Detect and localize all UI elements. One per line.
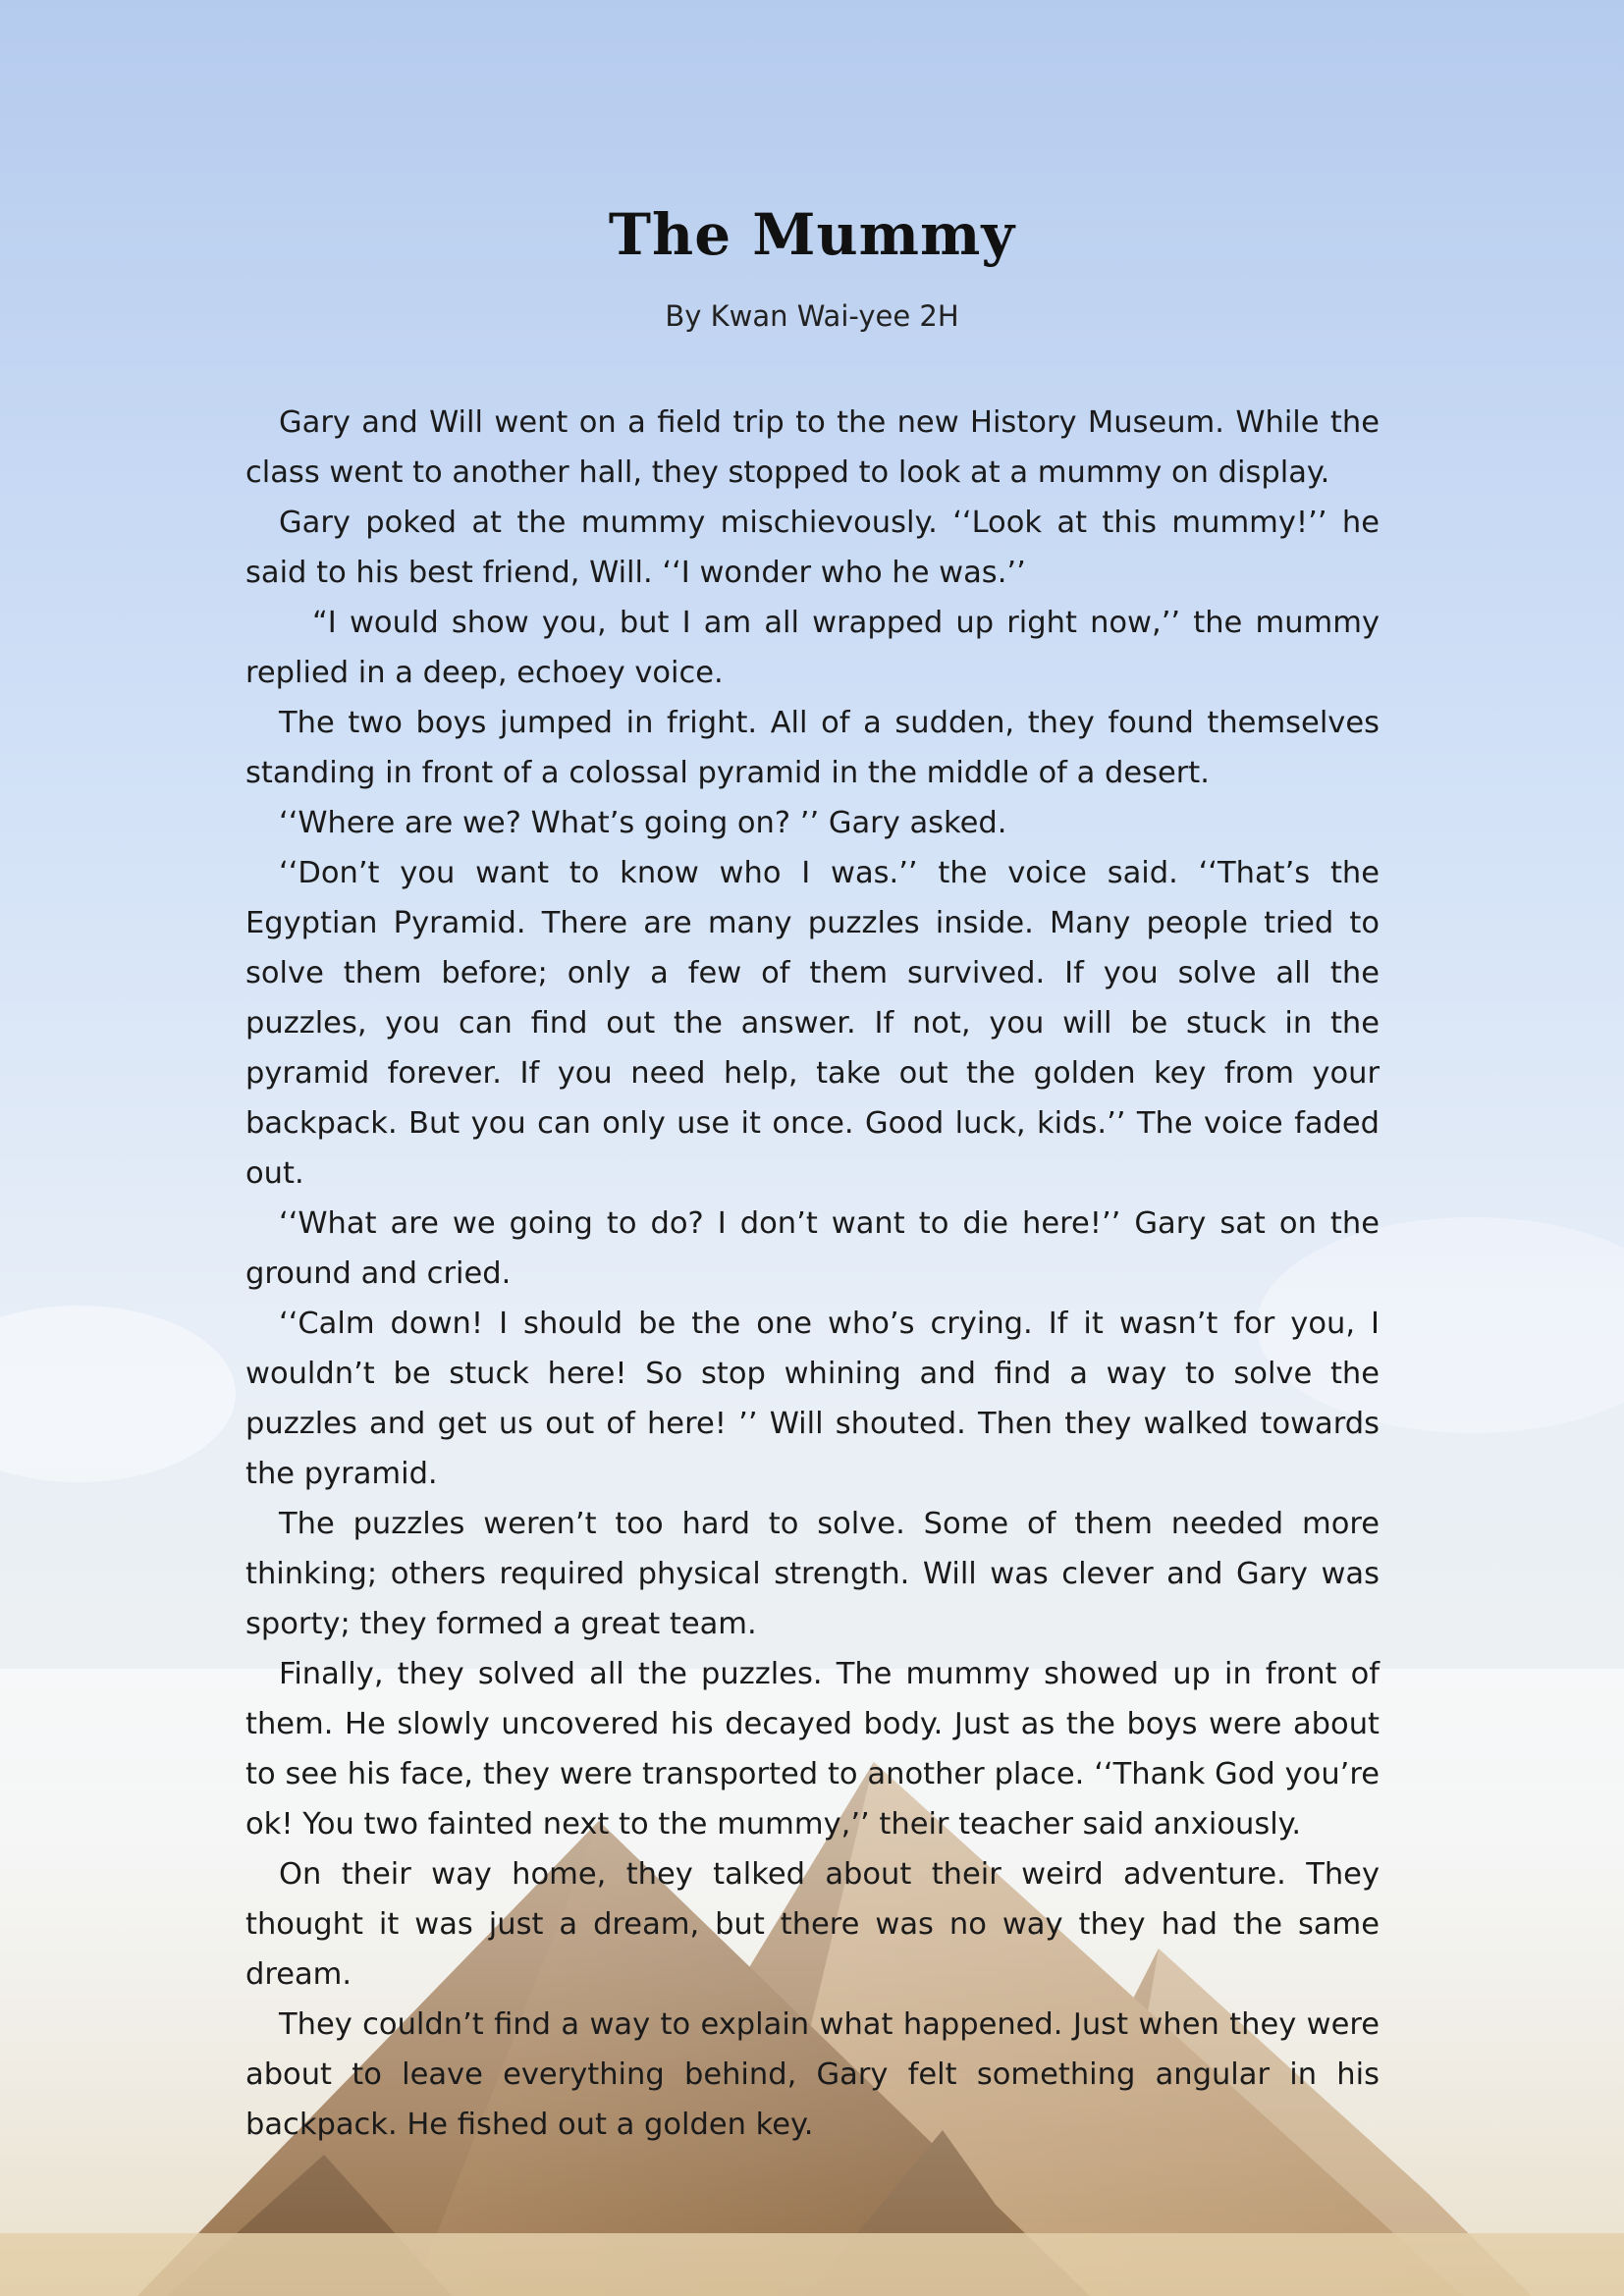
story-paragraph: ‘‘Don’t you want to know who I was.’’ the voice said. ‘‘That’s the Egyptian Pyramid. There are many puzzles inside. Many people tried to solve them before; only a few of them survived. If you solve all the puzzles, you can find out the answer. If not, you will be stuck in the pyramid forever. If you need help, take out the golden key from your backpack. But you can only use it once. Good luck, kids.’’ The voice faded out. bbox=[245, 856, 1380, 1191]
story-paragraph: The puzzles weren’t too hard to solve. Some of them needed more thinking; others required physical strength. Will was clever and Gary was sporty; they formed a great team. bbox=[245, 1507, 1380, 1641]
story-paragraph: Gary and Will went on a field trip to the new History Museum. While the class went to another hall, they stopped to look at a mummy on display. bbox=[245, 405, 1380, 490]
story-paragraph: They couldn’t find a way to explain what happened. Just when they were about to leave everything behind, Gary felt something angular in his backpack. He fished out a golden key. bbox=[245, 2007, 1380, 2142]
story-title: The Mummy bbox=[608, 201, 1016, 268]
story-paragraph: On their way home, they talked about their weird adventure. They thought it was just a dream, but there was no way they had the same dream. bbox=[245, 1857, 1380, 1992]
story-paragraph: ‘‘Where are we? What’s going on? ’’ Gary asked. bbox=[279, 806, 1007, 840]
story-paragraph: Finally, they solved all the puzzles. The mummy showed up in front of them. He slowly uncovered his decayed body. Just as the boys were about to see his face, they were transported to another place. ‘‘Thank God you’re ok! You two fainted next to the mummy,’’ their teacher said anxiously. bbox=[245, 1657, 1380, 1842]
story-paragraph: The two boys jumped in fright. All of a sudden, they found themselves standing in front of a colossal pyramid in the middle of a desert. bbox=[245, 706, 1380, 790]
story-paragraph: ‘‘Calm down! I should be the one who’s crying. If it wasn’t for you, I wouldn’t be stuck here! So stop whining and find a way to solve the puzzles and get us out of here! ’’ Will shouted. Then they walked towards the pyramid. bbox=[245, 1307, 1380, 1491]
story-paragraph: Gary poked at the mummy mischievously. ‘‘Look at this mummy!’’ he said to his best friend, Will. ‘‘I wonder who he was.’’ bbox=[245, 506, 1380, 590]
story-paragraph: “I would show you, but I am all wrapped up right now,’’ the mummy replied in a deep, echoey voice. bbox=[245, 606, 1380, 690]
story-paragraph: ‘‘What are we going to do? I don’t want to die here!’’ Gary sat on the ground and cried. bbox=[245, 1206, 1380, 1291]
story-body bbox=[245, 398, 1380, 2150]
story-byline: By Kwan Wai-yee 2H bbox=[665, 299, 959, 333]
